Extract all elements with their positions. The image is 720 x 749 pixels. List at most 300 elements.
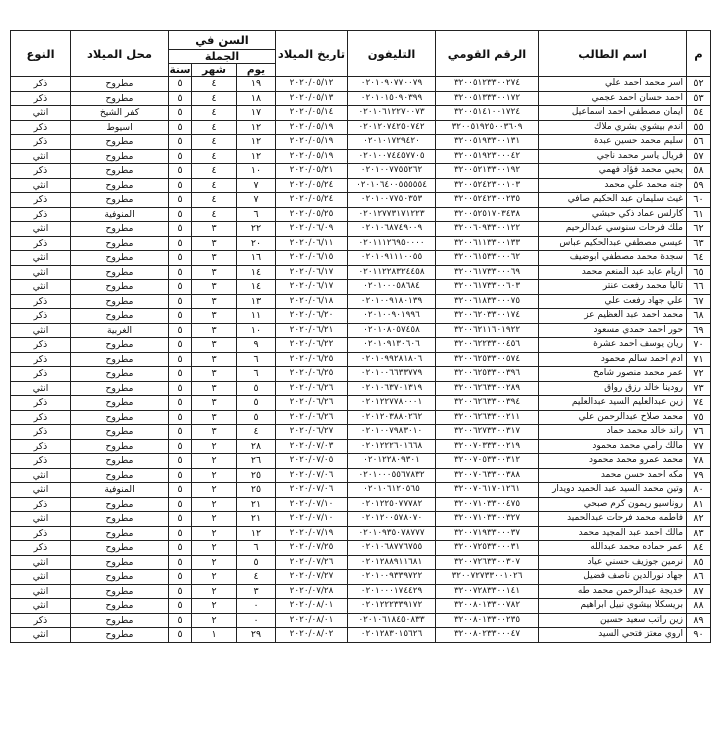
cell-day: ٠ — [237, 599, 276, 614]
cell-national-id: ٣٢٠٠٦٠٩٣٣٠٠١٢٢ — [436, 222, 539, 237]
cell-m: ٨٢ — [687, 512, 711, 527]
cell-month: ٤ — [192, 149, 237, 164]
cell-name: اسر محمد احمد علي — [539, 77, 687, 92]
table-row — [11, 628, 711, 643]
table-row — [11, 294, 711, 309]
cell-month: ٣ — [192, 352, 237, 367]
cell-m: ٨٨ — [687, 599, 711, 614]
cell-m: ٧٨ — [687, 454, 711, 469]
cell-national-id: ٣٢٠٠٨٠١٣٣٠٠٢٣٥ — [436, 613, 539, 628]
cell-m: ٥٨ — [687, 164, 711, 179]
cell-birth-date: ٢٠٢٠/٠٥/١٩ — [276, 120, 348, 135]
table-row — [11, 512, 711, 527]
table-row — [11, 265, 711, 280]
cell-month: ٤ — [192, 120, 237, 135]
cell-day: ٦ — [237, 367, 276, 382]
cell-birth-date: ٢٠٢٠/٠٦/١١ — [276, 236, 348, 251]
cell-phone: ٠٢٠١٢٢٢٣٣٩١٧٢ — [348, 599, 436, 614]
cell-name: محمد صلاح عبدالرحمن علي — [539, 410, 687, 425]
cell-day: ٢١ — [237, 497, 276, 512]
cell-month: ٤ — [192, 135, 237, 150]
cell-phone: ٠٢٠١٢٨٨٩١١٦٨١ — [348, 555, 436, 570]
cell-day: ١١ — [237, 309, 276, 324]
cell-birth-date: ٢٠٢٠/٠٧/١٩ — [276, 526, 348, 541]
cell-month: ٤ — [192, 164, 237, 179]
table-row — [11, 193, 711, 208]
table-row — [11, 323, 711, 338]
cell-day: ١٩ — [237, 77, 276, 92]
cell-year: ٥ — [169, 483, 192, 498]
cell-national-id: ٣٢٠٠٧٠٦١٧٠١٢٦١ — [436, 483, 539, 498]
cell-m: ٨٠ — [687, 483, 711, 498]
cell-year: ٥ — [169, 396, 192, 411]
cell-year: ٥ — [169, 91, 192, 106]
cell-birthplace: مطروح — [71, 584, 169, 599]
cell-m: ٨٤ — [687, 541, 711, 556]
cell-gender: انثي — [11, 381, 71, 396]
cell-national-id: ٣٢٠٠٥٢٥١٧٠٣٤٣٨ — [436, 207, 539, 222]
cell-birth-date: ٢٠٢٠/٠٧/٠٦ — [276, 468, 348, 483]
cell-national-id: ٣٢٠٠٦٢٧٣٣٠٠٣١٧ — [436, 425, 539, 440]
table-row — [11, 367, 711, 382]
cell-day: ٢٨ — [237, 439, 276, 454]
cell-gender: ذكر — [11, 236, 71, 251]
cell-day: ٢٦ — [237, 454, 276, 469]
cell-month: ٣ — [192, 323, 237, 338]
cell-birth-date: ٢٠٢٠/٠٥/١٤ — [276, 106, 348, 121]
cell-m: ٥٥ — [687, 120, 711, 135]
cell-national-id: ٣٢٠٠٧٢٥٣٣٠٠٠٣١ — [436, 541, 539, 556]
cell-day: ٥ — [237, 410, 276, 425]
cell-national-id: ٣٢٠٠٧٢٧٣٣٠٠١٠٢٦ — [436, 570, 539, 585]
header-name: اسم الطالب — [539, 31, 687, 77]
header-month: شهر — [192, 64, 237, 77]
cell-m: ٦٠ — [687, 193, 711, 208]
cell-phone: ٠٢٠١٠٩١٣٠٦٠٦ — [348, 338, 436, 353]
cell-gender: ذكر — [11, 164, 71, 179]
table-row — [11, 555, 711, 570]
cell-name: تاليا محمد رفعت عنتر — [539, 280, 687, 295]
cell-phone: ٠٢٠١٠٩٩٢٨١٨٠٦ — [348, 352, 436, 367]
cell-phone: ٠٢٠١٢٨٣٠١٥٦٢٦ — [348, 628, 436, 643]
cell-day: ٦ — [237, 541, 276, 556]
table-row — [11, 410, 711, 425]
cell-name: اريام عابد عبد المنعم محمد — [539, 265, 687, 280]
cell-birth-date: ٢٠٢٠/٠٧/٢٧ — [276, 570, 348, 585]
cell-birth-date: ٢٠٢٠/٠٦/٢٦ — [276, 410, 348, 425]
cell-m: ٥٣ — [687, 91, 711, 106]
cell-birthplace: مطروح — [71, 164, 169, 179]
cell-phone: ٠٢٠١٠٠٧٧٥٥٢٦٢ — [348, 164, 436, 179]
cell-national-id: ٣٢٠٠٥١٢٣٣٠٠٢٧٤ — [436, 77, 539, 92]
table-row — [11, 613, 711, 628]
cell-name: اروي معتز فتحي السيد — [539, 628, 687, 643]
cell-phone: ٠٢٠١٠٠٧٧٥٠٣٥٣ — [348, 193, 436, 208]
cell-phone: ٠٢٠١٠٦١٢٢٧٠٠٧٣ — [348, 106, 436, 121]
cell-m: ٧٩ — [687, 468, 711, 483]
cell-year: ٥ — [169, 251, 192, 266]
cell-m: ٨٧ — [687, 584, 711, 599]
cell-phone: ٠٢٠١٢٠٧٤٢٥٠٧٤٢ — [348, 120, 436, 135]
cell-phone: ٠٢٠١١١٢٦٩٥٠٠٠٠ — [348, 236, 436, 251]
cell-m: ٨٣ — [687, 526, 711, 541]
cell-gender: ذكر — [11, 425, 71, 440]
cell-m: ٥٢ — [687, 77, 711, 92]
cell-birth-date: ٢٠٢٠/٠٥/١٢ — [276, 77, 348, 92]
cell-year: ٥ — [169, 178, 192, 193]
cell-phone: ٠٢٠١٢٠٣٨٨٠٢٦٢ — [348, 410, 436, 425]
cell-birthplace: مطروح — [71, 135, 169, 150]
cell-name: راند خالد محمد حماد — [539, 425, 687, 440]
cell-birth-date: ٢٠٢٠/٠٥/١٩ — [276, 135, 348, 150]
cell-month: ٢ — [192, 439, 237, 454]
cell-year: ٥ — [169, 628, 192, 643]
cell-gender: ذكر — [11, 410, 71, 425]
cell-national-id: ٣٢٠٠٧٠٦٣٣٠٠٣٨٨ — [436, 468, 539, 483]
cell-national-id: ٣٢٠٠٦١١٣٣٠٠١٣٣ — [436, 236, 539, 251]
cell-birthplace: مطروح — [71, 541, 169, 556]
cell-phone: ٠٢٠١٠٦٨٧٧٦٧٥٥ — [348, 541, 436, 556]
table-row — [11, 251, 711, 266]
cell-year: ٥ — [169, 338, 192, 353]
cell-day: ٣ — [237, 584, 276, 599]
cell-gender: انثي — [11, 265, 71, 280]
cell-name: سجدة محمد مصطفي ابوضيف — [539, 251, 687, 266]
cell-m: ٦٥ — [687, 265, 711, 280]
cell-name: ملك فرحات سنوسي عبدالرحيم — [539, 222, 687, 237]
cell-day: ١٢ — [237, 120, 276, 135]
cell-m: ٥٤ — [687, 106, 711, 121]
cell-name: محمد احمد عبد العظيم عز — [539, 309, 687, 324]
cell-year: ٥ — [169, 120, 192, 135]
cell-name: عيسي مصطفي عبدالحكيم عباس — [539, 236, 687, 251]
cell-national-id: ٣٢٠٠٦٢٥٣٣٠٠٣٩٦ — [436, 367, 539, 382]
cell-month: ٢ — [192, 526, 237, 541]
cell-birth-date: ٢٠٢٠/٠٨/٠١ — [276, 599, 348, 614]
cell-name: يحيي محمد فؤاد فهمي — [539, 164, 687, 179]
cell-year: ٥ — [169, 236, 192, 251]
cell-birthplace: مطروح — [71, 396, 169, 411]
cell-gender: انثي — [11, 323, 71, 338]
table-row — [11, 120, 711, 135]
cell-name: حور احمد حمدي مسعود — [539, 323, 687, 338]
cell-gender: انثي — [11, 149, 71, 164]
cell-name: نرمين جوزيف حسني عياد — [539, 555, 687, 570]
cell-month: ٣ — [192, 265, 237, 280]
cell-phone: ٠٢٠١٠٠٦٦٣٣٧٧٩ — [348, 367, 436, 382]
cell-month: ٤ — [192, 193, 237, 208]
cell-name: عمر محمد منصور شامخ — [539, 367, 687, 382]
table-row — [11, 207, 711, 222]
cell-day: ٦ — [237, 352, 276, 367]
cell-national-id: ٣٢٠٠٧٢٨٣٣٠٠١٤١ — [436, 584, 539, 599]
cell-phone: ٠٢٠١٠١٥٠٩٠٣٩٩ — [348, 91, 436, 106]
cell-m: ٦٤ — [687, 251, 711, 266]
cell-phone: ٠٢٠١١٢٢٨٣٢٤٤٥٨ — [348, 265, 436, 280]
cell-name: سليم محمد حسين عبدة — [539, 135, 687, 150]
cell-birth-date: ٢٠٢٠/٠٧/٠٦ — [276, 483, 348, 498]
table-row — [11, 425, 711, 440]
cell-m: ٧٧ — [687, 439, 711, 454]
cell-name: فريال ياسر محمد ناجي — [539, 149, 687, 164]
cell-national-id: ٣٢٠٠٦٢٢٣٣٠٠٤٥٦ — [436, 338, 539, 353]
cell-birthplace: المنوفية — [71, 207, 169, 222]
table-row — [11, 439, 711, 454]
cell-phone: ٠٢٠١٢٠٠٥٧٨٠٧٠ — [348, 512, 436, 527]
cell-year: ٥ — [169, 294, 192, 309]
cell-year: ٥ — [169, 367, 192, 382]
cell-month: ٤ — [192, 178, 237, 193]
cell-national-id: ٣٢٠٠٦٢٦٣٣٠٠٢١١ — [436, 410, 539, 425]
cell-day: ٤ — [237, 570, 276, 585]
cell-m: ٦٨ — [687, 309, 711, 324]
cell-phone: ٠٢٠١٠٩١١١٠٠٥٥ — [348, 251, 436, 266]
cell-name: محمد عمرو محمد محمود — [539, 454, 687, 469]
cell-phone: ٠٢٠١٢٢٧٧٨٠٠٠١ — [348, 396, 436, 411]
table-row — [11, 178, 711, 193]
cell-birth-date: ٢٠٢٠/٠٦/٢٦ — [276, 396, 348, 411]
cell-name: روناسيو ريمون كرم صبحي — [539, 497, 687, 512]
cell-phone: ٠٢٠١٠٠٧٩٨٣٠١٠ — [348, 425, 436, 440]
cell-name: رودينا خالد رزق رواق — [539, 381, 687, 396]
cell-day: ١٢ — [237, 149, 276, 164]
cell-birth-date: ٢٠٢٠/٠٦/٢٥ — [276, 367, 348, 382]
cell-gender: ذكر — [11, 396, 71, 411]
cell-gender: ذكر — [11, 338, 71, 353]
table-row — [11, 599, 711, 614]
cell-gender: انثي — [11, 280, 71, 295]
cell-phone: ٠٢٠١٠٠٠٥٨٦٨٤ — [348, 280, 436, 295]
cell-phone: ٠٢٠١٢٢٢٦٠١٦٦٨ — [348, 439, 436, 454]
cell-year: ٥ — [169, 309, 192, 324]
cell-birthplace: مطروح — [71, 628, 169, 643]
cell-year: ٥ — [169, 526, 192, 541]
cell-birth-date: ٢٠٢٠/٠٦/٢٦ — [276, 381, 348, 396]
cell-gender: انثي — [11, 555, 71, 570]
cell-birth-date: ٢٠٢٠/٠٥/٢٤ — [276, 193, 348, 208]
cell-day: ٥ — [237, 381, 276, 396]
cell-day: ١٦ — [237, 251, 276, 266]
cell-day: ٢٢ — [237, 222, 276, 237]
cell-birthplace: مطروح — [71, 570, 169, 585]
cell-national-id: ٣٢٠٠٥١٩٢٥٠٠٣٦٠٩ — [436, 120, 539, 135]
cell-birthplace: مطروح — [71, 410, 169, 425]
cell-name: مالك احمد عبد المجيد محمد — [539, 526, 687, 541]
cell-national-id: ٣٢٠٠٥١٩٣٣٠٠١٣١ — [436, 135, 539, 150]
cell-name: بريسكلا بيشوي نبيل ابراهيم — [539, 599, 687, 614]
cell-name: ايمان مصطفي احمد اسماعيل — [539, 106, 687, 121]
cell-year: ٥ — [169, 280, 192, 295]
cell-year: ٥ — [169, 541, 192, 556]
cell-year: ٥ — [169, 468, 192, 483]
cell-m: ٨٩ — [687, 613, 711, 628]
cell-birth-date: ٢٠٢٠/٠٧/٢٦ — [276, 555, 348, 570]
cell-year: ٥ — [169, 222, 192, 237]
cell-day: ١٠ — [237, 164, 276, 179]
cell-birthplace: مطروح — [71, 91, 169, 106]
cell-phone: ٠٢٠١٠٠٠١٧٤٤٢٩ — [348, 584, 436, 599]
cell-phone: ٠٢٠١٢٢٥٠٧٧٧٨٢ — [348, 497, 436, 512]
cell-name: زين عبدالعليم السيد عبدالعليم — [539, 396, 687, 411]
cell-year: ٥ — [169, 555, 192, 570]
cell-national-id: ٣٢٠٠٦٢٠٣٣٠٠١٧٤ — [436, 309, 539, 324]
cell-phone: ٠٢٠١٠١٧٢٩٤٢٠ — [348, 135, 436, 150]
cell-birth-date: ٢٠٢٠/٠٧/٢٨ — [276, 584, 348, 599]
cell-gender: انثي — [11, 584, 71, 599]
cell-phone: ٠٢٠١٠٠٩٣٣٩٧٢٢ — [348, 570, 436, 585]
cell-month: ٢ — [192, 512, 237, 527]
cell-gender: انثي — [11, 251, 71, 266]
cell-national-id: ٣٢٠٠٧١٠٣٣٠٠٤٧٥ — [436, 497, 539, 512]
cell-phone: ٠٢٠١٠٩٣٥٠٧٨٧٧٧ — [348, 526, 436, 541]
cell-birthplace: مطروح — [71, 236, 169, 251]
cell-day: ١٤ — [237, 280, 276, 295]
cell-gender: ذكر — [11, 541, 71, 556]
cell-month: ٣ — [192, 309, 237, 324]
cell-birth-date: ٢٠٢٠/٠٦/١٧ — [276, 265, 348, 280]
cell-birthplace: مطروح — [71, 599, 169, 614]
cell-gender: انثي — [11, 468, 71, 483]
table-row — [11, 483, 711, 498]
header-gender: النوع — [11, 31, 71, 77]
cell-birthplace: مطروح — [71, 265, 169, 280]
cell-day: ١٨ — [237, 91, 276, 106]
cell-gender: ذكر — [11, 193, 71, 208]
cell-name: مكه احمد حسن محمد — [539, 468, 687, 483]
cell-national-id: ٣٢٠٠٧٠٣٣٣٠٠٢١٩ — [436, 439, 539, 454]
cell-day: ٢٥ — [237, 483, 276, 498]
cell-m: ٨١ — [687, 497, 711, 512]
cell-year: ٥ — [169, 193, 192, 208]
cell-national-id: ٣٢٠٠٥١٩٢٣٠٠٠٤٢ — [436, 149, 539, 164]
cell-birth-date: ٢٠٢٠/٠٥/١٩ — [276, 149, 348, 164]
cell-phone: ٠٢٠١٠٠٠٥٥٦٧٨٣٢ — [348, 468, 436, 483]
cell-birthplace: مطروح — [71, 77, 169, 92]
cell-day: ١٧ — [237, 106, 276, 121]
cell-birth-date: ٢٠٢٠/٠٧/١٠ — [276, 512, 348, 527]
cell-birthplace: مطروح — [71, 309, 169, 324]
cell-m: ٧٠ — [687, 338, 711, 353]
cell-birthplace: اسيوط — [71, 120, 169, 135]
cell-birthplace: الغربية — [71, 323, 169, 338]
cell-month: ٣ — [192, 338, 237, 353]
table-row — [11, 149, 711, 164]
cell-year: ٥ — [169, 106, 192, 121]
cell-year: ٥ — [169, 410, 192, 425]
header-age-group: السن في — [169, 31, 276, 50]
cell-phone: ٠٢٠١٠٩٠٧٧٠٠٧٩ — [348, 77, 436, 92]
table-row — [11, 338, 711, 353]
cell-birthplace: مطروح — [71, 251, 169, 266]
cell-gender: انثي — [11, 599, 71, 614]
cell-birthplace: مطروح — [71, 555, 169, 570]
cell-birth-date: ٢٠٢٠/٠٨/٠١ — [276, 613, 348, 628]
cell-phone: ٠٢٠١٠٨٠٥٧٤٥٨ — [348, 323, 436, 338]
cell-year: ٥ — [169, 584, 192, 599]
cell-birthplace: مطروح — [71, 367, 169, 382]
cell-month: ٢ — [192, 555, 237, 570]
cell-year: ٥ — [169, 599, 192, 614]
cell-birth-date: ٢٠٢٠/٠٦/١٥ — [276, 251, 348, 266]
cell-m: ٦٦ — [687, 280, 711, 295]
cell-birthplace: مطروح — [71, 497, 169, 512]
cell-year: ٥ — [169, 425, 192, 440]
cell-day: ١٢ — [237, 526, 276, 541]
cell-m: ٦٩ — [687, 323, 711, 338]
cell-m: ٥٦ — [687, 135, 711, 150]
cell-month: ٢ — [192, 613, 237, 628]
cell-month: ٣ — [192, 251, 237, 266]
cell-gender: ذكر — [11, 120, 71, 135]
cell-month: ٤ — [192, 91, 237, 106]
cell-phone: ٠٢٠١٠٦٣٧٠١٣١٩ — [348, 381, 436, 396]
cell-month: ١ — [192, 628, 237, 643]
cell-phone: ٠٢٠١٠٦١٨٤٥٠٨٣٣ — [348, 613, 436, 628]
table-row — [11, 468, 711, 483]
cell-birthplace: مطروح — [71, 193, 169, 208]
cell-birth-date: ٢٠٢٠/٠٦/٢١ — [276, 323, 348, 338]
cell-m: ٦٣ — [687, 236, 711, 251]
cell-year: ٥ — [169, 497, 192, 512]
cell-month: ٢ — [192, 497, 237, 512]
cell-birth-date: ٢٠٢٠/٠٦/١٨ — [276, 294, 348, 309]
cell-birth-date: ٢٠٢٠/٠٦/١٧ — [276, 280, 348, 295]
cell-birthplace: مطروح — [71, 381, 169, 396]
cell-month: ٣ — [192, 396, 237, 411]
cell-phone: ٠٢٠١٢٢٨٠٩٣٠١ — [348, 454, 436, 469]
table-row — [11, 106, 711, 121]
cell-year: ٥ — [169, 454, 192, 469]
cell-national-id: ٣٢٠٠٥٢٤٢٣٠٠٢٣٥ — [436, 193, 539, 208]
table-row — [11, 91, 711, 106]
cell-birthplace: مطروح — [71, 526, 169, 541]
table-row — [11, 309, 711, 324]
table-row — [11, 77, 711, 92]
cell-gender: انثي — [11, 483, 71, 498]
cell-day: ٥ — [237, 555, 276, 570]
cell-year: ٥ — [169, 323, 192, 338]
cell-m: ٧١ — [687, 352, 711, 367]
cell-name: جنه محمد علي محمد — [539, 178, 687, 193]
cell-gender: ذكر — [11, 91, 71, 106]
cell-national-id: ٣٢٠٠٨٠٢٣٣٠٠٠٤٧ — [436, 628, 539, 643]
table-row — [11, 570, 711, 585]
cell-m: ٦١ — [687, 207, 711, 222]
cell-m: ٧٦ — [687, 425, 711, 440]
cell-year: ٥ — [169, 352, 192, 367]
header-birthplace: محل الميلاد — [71, 31, 169, 77]
cell-month: ٣ — [192, 381, 237, 396]
table-row — [11, 236, 711, 251]
cell-name: وتين محمد السيد عبد الحميد دويدار — [539, 483, 687, 498]
table-row — [11, 526, 711, 541]
cell-gender: ذكر — [11, 352, 71, 367]
cell-year: ٥ — [169, 512, 192, 527]
header-m: م — [687, 31, 711, 77]
cell-national-id: ٣٢٠٠٥١٤١٠٠١٧٢٤ — [436, 106, 539, 121]
table-row — [11, 280, 711, 295]
cell-birthplace: مطروح — [71, 439, 169, 454]
cell-month: ٢ — [192, 468, 237, 483]
cell-national-id: ٣٢٠٠٧٢٦٣٣٠٠٣٠٧ — [436, 555, 539, 570]
cell-m: ٧٤ — [687, 396, 711, 411]
cell-m: ٨٥ — [687, 555, 711, 570]
cell-gender: ذكر — [11, 454, 71, 469]
cell-year: ٥ — [169, 77, 192, 92]
cell-gender: انثي — [11, 512, 71, 527]
cell-m: ٧٢ — [687, 367, 711, 382]
cell-national-id: ٣٢٠٠٦٢٦٣٣٠٠٣٩٤ — [436, 396, 539, 411]
